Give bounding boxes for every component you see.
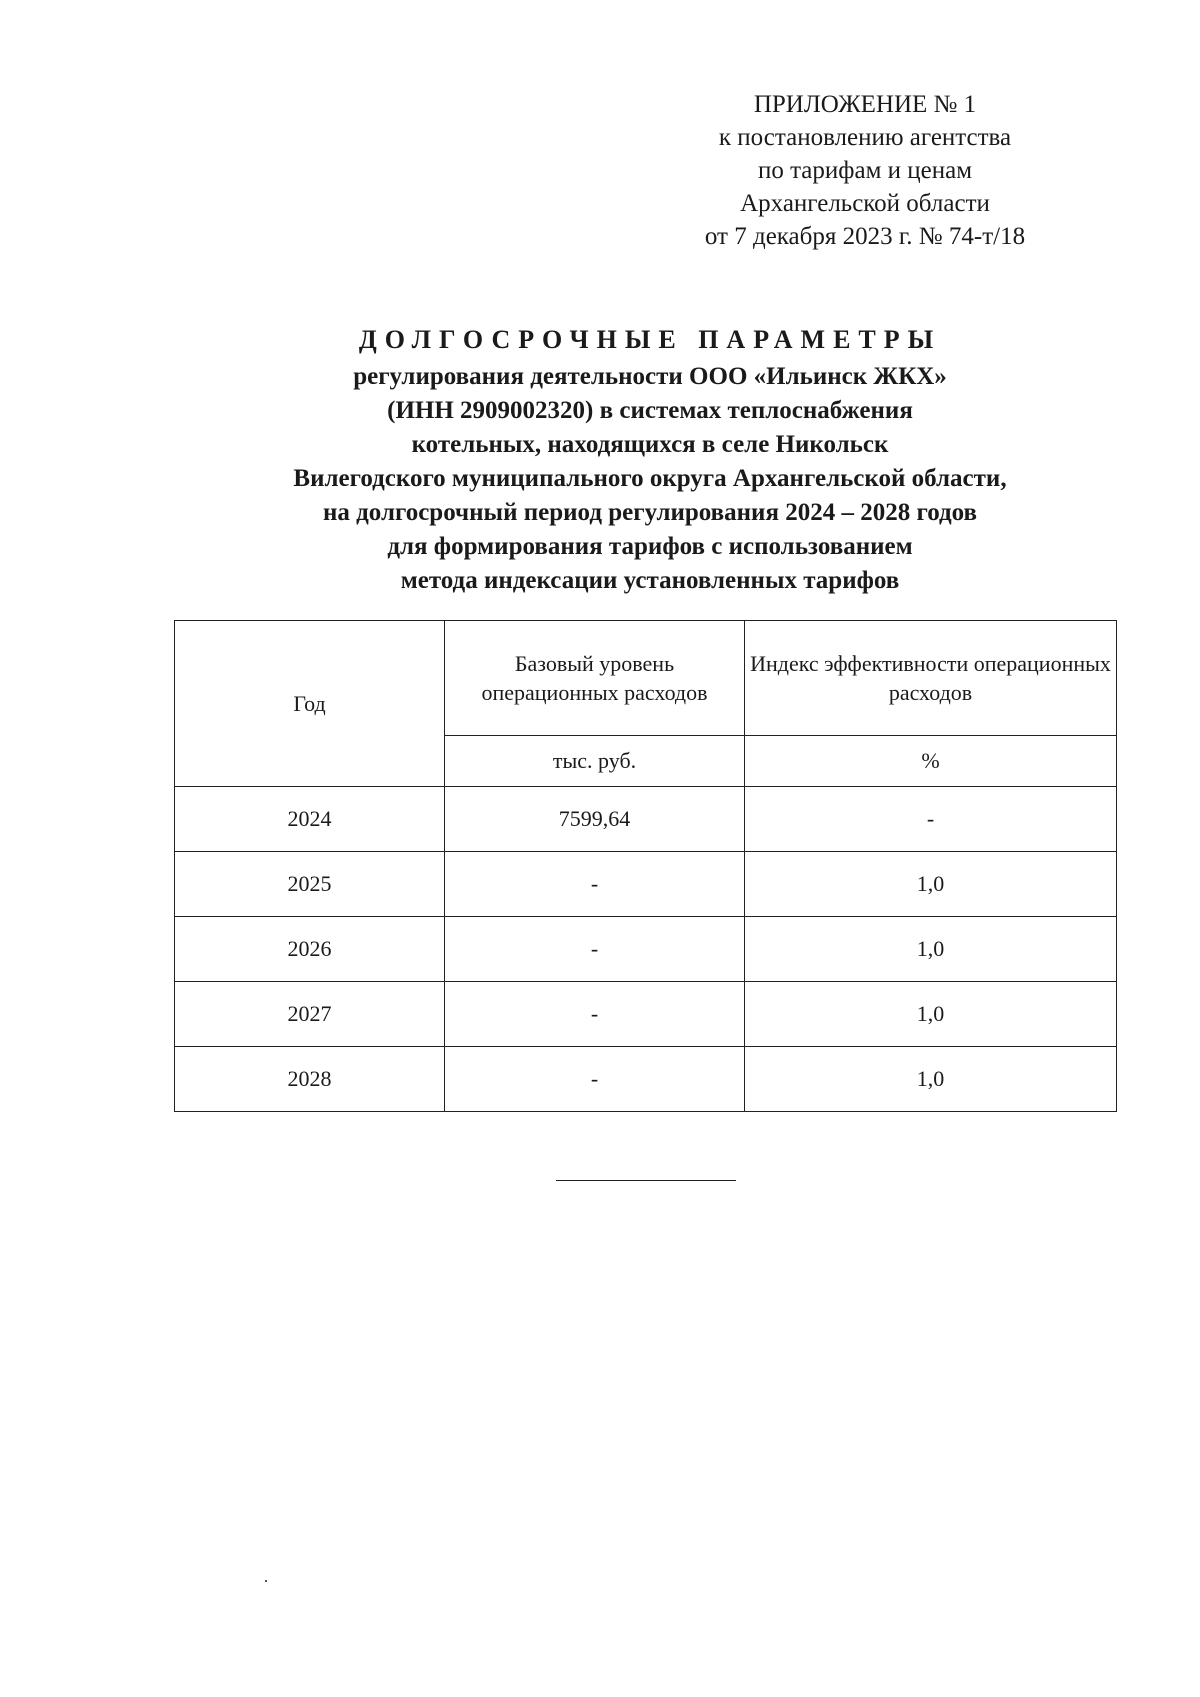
end-divider xyxy=(556,1180,736,1181)
title-line: котельных, находящихся в селе Никольск xyxy=(411,431,889,458)
cell-base: - xyxy=(445,852,745,917)
title-main: ДОЛГОСРОЧНЫЕ ПАРАМЕТРЫ xyxy=(358,325,942,354)
table-row xyxy=(175,787,1117,852)
appendix-line: по тарифам и ценам xyxy=(757,157,973,184)
parameters-table xyxy=(174,620,1117,1112)
scan-speck xyxy=(265,1580,267,1582)
cell-base: - xyxy=(445,982,745,1047)
title-line: метода индексации установленных тарифов xyxy=(400,567,900,594)
header-efficiency-index: Индекс эффективности операционных расходов xyxy=(745,621,1117,736)
cell-year: 2028 xyxy=(175,1047,445,1112)
header-year: Год xyxy=(175,621,445,787)
cell-year: 2024 xyxy=(175,787,445,852)
cell-index: 1,0 xyxy=(745,852,1117,917)
header-base-unit: тыс. руб. xyxy=(445,736,745,787)
title-line: регулирования деятельности ООО «Ильинск ЖКХ» xyxy=(353,363,947,390)
table-row xyxy=(175,852,1117,917)
cell-year: 2027 xyxy=(175,982,445,1047)
header-base-level: Базовый уровень операционных расходов xyxy=(445,621,745,736)
title-line: для формирования тарифов с использованием xyxy=(387,533,913,560)
table-row xyxy=(175,917,1117,982)
appendix-line: Архангельской области xyxy=(740,190,990,217)
cell-year: 2026 xyxy=(175,917,445,982)
table-row xyxy=(175,982,1117,1047)
appendix-number: ПРИЛОЖЕНИЕ № 1 xyxy=(753,91,977,118)
header-index-unit: % xyxy=(745,736,1117,787)
cell-index: - xyxy=(745,787,1117,852)
table-header-row xyxy=(175,621,1117,736)
cell-year: 2025 xyxy=(175,852,445,917)
cell-index: 1,0 xyxy=(745,982,1117,1047)
table-row xyxy=(175,1047,1117,1112)
appendix-line: от 7 декабря 2023 г. № 74-т/18 xyxy=(704,223,1026,250)
document-title xyxy=(160,322,1140,598)
title-line: (ИНН 2909002320) в системах теплоснабжения xyxy=(387,397,913,424)
cell-base: - xyxy=(445,917,745,982)
title-line: на долгосрочный период регулирования 2024 – 2028 годов xyxy=(322,499,978,526)
cell-base: 7599,64 xyxy=(445,787,745,852)
appendix-block xyxy=(665,88,1065,253)
title-line: Вилегодского муниципального округа Архангельской области, xyxy=(293,465,1007,492)
cell-index: 1,0 xyxy=(745,917,1117,982)
cell-base: - xyxy=(445,1047,745,1112)
cell-index: 1,0 xyxy=(745,1047,1117,1112)
appendix-line: к постановлению агентства xyxy=(718,124,1012,151)
